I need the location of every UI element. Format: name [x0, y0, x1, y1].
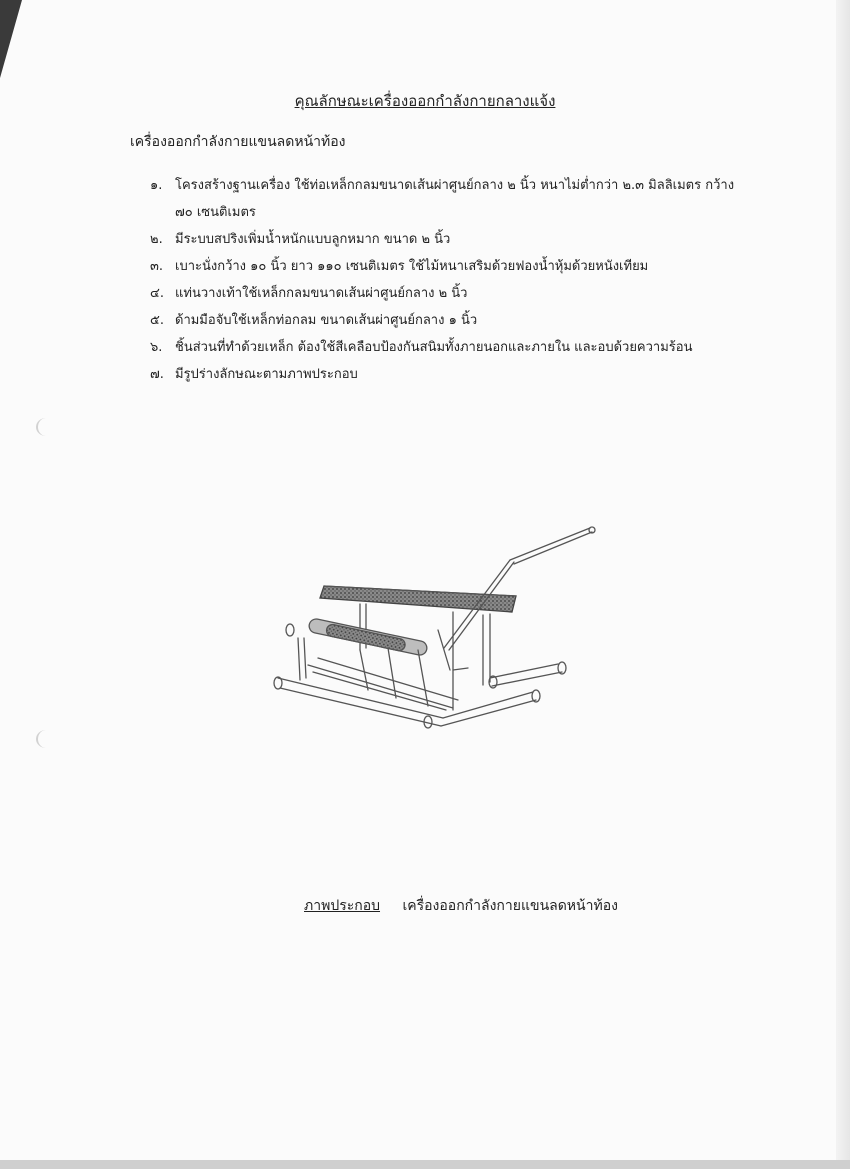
page-edge — [836, 0, 850, 1169]
spec-item — [150, 280, 750, 307]
caption-text: เครื่องออกกำลังกายแขนลดหน้าท้อง — [402, 898, 618, 914]
spec-text: โครงสร้างฐานเครื่อง ใช้ท่อเหล็กกลมขนาดเส้นผ่าศูนย์กลาง ๒ นิ้ว หนาไม่ต่ำกว่า ๒.๓ มิลลิเมตร กว้าง ๗๐ เซนติเมตร — [175, 178, 735, 220]
spec-item — [150, 253, 750, 280]
spec-text: แท่นวางเท้าใช้เหล็กกลมขนาดเส้นผ่าศูนย์กลาง ๒ นิ้ว — [175, 286, 468, 301]
spec-item — [150, 361, 750, 388]
exercise-machine-illustration — [268, 520, 598, 738]
spec-item — [150, 334, 750, 361]
section-heading: เครื่องออกกำลังกายแขนลดหน้าท้อง — [130, 134, 346, 150]
spec-number: ๑. — [150, 178, 163, 193]
spec-number: ๔. — [150, 286, 164, 301]
spec-number: ๗. — [150, 367, 164, 382]
spec-text: มีรูปร่างลักษณะตามภาพประกอบ — [175, 367, 358, 382]
page-edge — [0, 1160, 850, 1169]
spec-number: ๕. — [150, 313, 164, 328]
spec-item — [150, 307, 750, 334]
spec-list — [150, 172, 750, 388]
spec-text: ด้ามมือจับใช้เหล็กท่อกลม ขนาดเส้นผ่าศูนย์กลาง ๑ นิ้ว — [175, 313, 478, 328]
spec-text: เบาะนั่งกว้าง ๑๐ นิ้ว ยาว ๑๑๐ เซนติเมตร ใช้ไม้หนาเสริมด้วยฟองน้ำหุ้มด้วยหนังเทียม — [175, 259, 649, 274]
folded-corner — [0, 0, 22, 78]
spec-text: มีระบบสปริงเพิ่มน้ำหนักแบบลูกหมาก ขนาด ๒ นิ้ว — [175, 232, 451, 247]
spec-number: ๖. — [150, 340, 163, 355]
spec-number: ๒. — [150, 232, 163, 247]
figure-caption — [304, 895, 618, 917]
punch-hole-mark — [36, 418, 56, 436]
page-title: คุณลักษณะเครื่องออกกำลังกายกลางแจ้ง — [294, 92, 556, 110]
spec-item — [150, 172, 750, 226]
spec-text: ชิ้นส่วนที่ทำด้วยเหล็ก ต้องใช้สีเคลือบป้องกันสนิมทั้งภายนอกและภายใน และอบด้วยความร้อน — [175, 340, 693, 355]
spec-number: ๓. — [150, 259, 164, 274]
caption-label: ภาพประกอบ — [304, 898, 381, 914]
spec-item — [150, 226, 750, 253]
punch-hole-mark — [36, 730, 56, 748]
